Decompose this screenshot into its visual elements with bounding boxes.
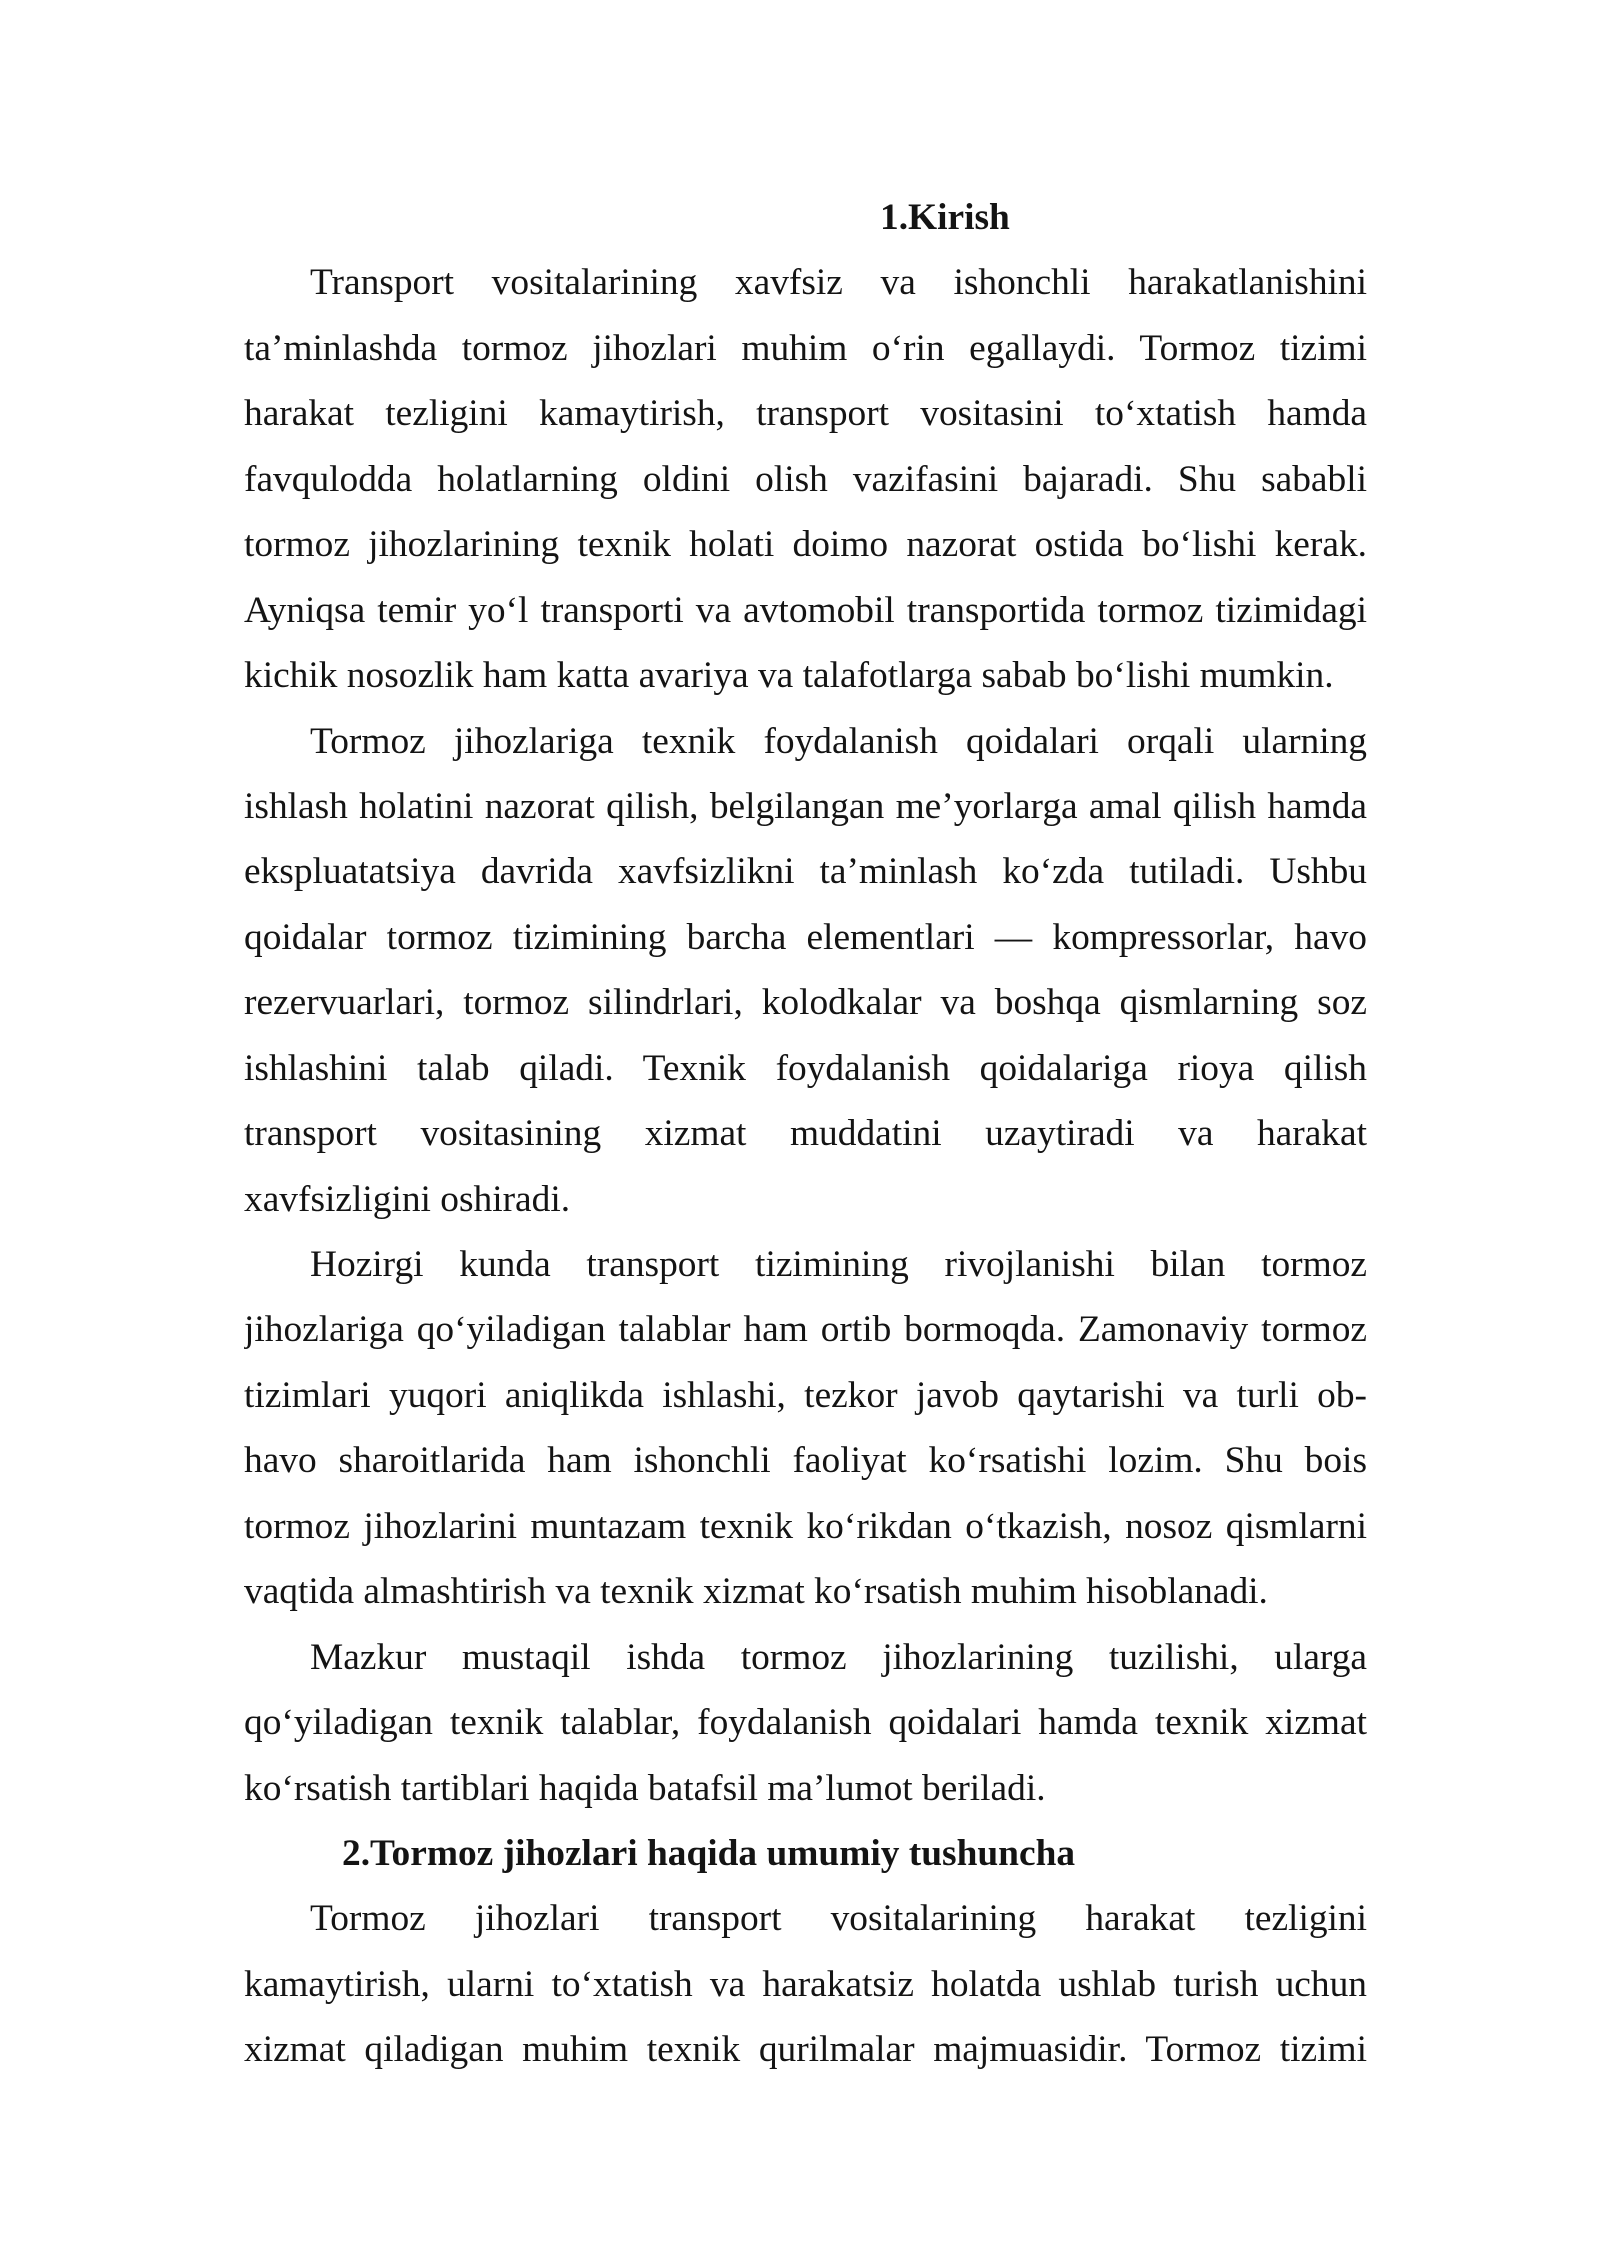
paragraph bbox=[244, 709, 1367, 1233]
paragraph-line: xizmat qiladigan muhim texnik qurilmalar majmuasidir. Tormoz tizimi bbox=[244, 2029, 1367, 2071]
paragraph bbox=[244, 1886, 1367, 2082]
paragraph-line: qoidalar tormoz tizimining barcha elementlari — kompressorlar, havo bbox=[244, 916, 1367, 958]
paragraph-line: ekspluatatsiya davrida xavfsizlikni ta’minlash ko‘zda tutiladi. Ushbu bbox=[244, 851, 1367, 893]
paragraph-line: favqulodda holatlarning oldini olish vazifasini bajaradi. Shu sababli bbox=[244, 458, 1367, 500]
paragraph-line: Ayniqsa temir yo‘l transporti va avtomobil transportida tormoz tizimidagi bbox=[244, 589, 1367, 631]
paragraph-line: rezervuarlari, tormoz silindrlari, kolodkalar va boshqa qismlarning soz bbox=[244, 982, 1367, 1024]
paragraph-line: ko‘rsatish tartiblari haqida batafsil ma’lumot beriladi. bbox=[244, 1767, 1046, 1809]
paragraph-line: tormoz jihozlarining texnik holati doimo nazorat ostida bo‘lishi kerak. bbox=[244, 524, 1367, 566]
paragraph-line: tizimlari yuqori aniqlikda ishlashi, tezkor javob qaytarishi va turli ob- bbox=[244, 1374, 1367, 1416]
paragraph-line: transport vositasining xizmat muddatini uzaytiradi va harakat bbox=[244, 1113, 1367, 1155]
paragraph bbox=[244, 1232, 1367, 1625]
paragraph-line: ta’minlashda tormoz jihozlari muhim o‘rin egallaydi. Tormoz tizimi bbox=[244, 327, 1367, 369]
paragraph-line: vaqtida almashtirish va texnik xizmat ko‘rsatish muhim hisoblanadi. bbox=[244, 1571, 1268, 1613]
paragraph-line: ishlash holatini nazorat qilish, belgilangan me’yorlarga amal qilish hamda bbox=[244, 785, 1367, 827]
paragraph-line: Tormoz jihozlariga texnik foydalanish qoidalari orqali ularning bbox=[310, 720, 1367, 762]
paragraph-line: harakat tezligini kamaytirish, transport vositasini to‘xtatish hamda bbox=[244, 393, 1367, 435]
paragraph-line: Mazkur mustaqil ishda tormoz jihozlarining tuzilishi, ularga bbox=[310, 1636, 1367, 1678]
paragraph bbox=[244, 1625, 1367, 1821]
paragraph-line: Hozirgi kunda transport tizimining rivojlanishi bilan tormoz bbox=[310, 1244, 1367, 1285]
paragraph bbox=[244, 250, 1367, 708]
section-title: 2.Tormoz jihozlari haqida umumiy tushuncha bbox=[342, 1832, 1076, 1874]
paragraph-line: kamaytirish, ularni to‘xtatish va harakatsiz holatda ushlab turish uchun bbox=[244, 1963, 1367, 2005]
document-page bbox=[244, 185, 1367, 2083]
paragraph-line: Transport vositalarining xavfsiz va ishonchli harakatlanishini bbox=[310, 262, 1367, 304]
paragraph-line: jihozlariga qo‘yiladigan talablar ham ortib bormoqda. Zamonaviy tormoz bbox=[244, 1309, 1367, 1351]
paragraph-line: tormoz jihozlarini muntazam texnik ko‘rikdan o‘tkazish, nosoz qismlarni bbox=[244, 1505, 1367, 1547]
paragraph-line: xavfsizligini oshiradi. bbox=[244, 1178, 571, 1220]
paragraph-line: ishlashini talab qiladi. Texnik foydalanish qoidalariga rioya qilish bbox=[244, 1047, 1367, 1089]
paragraph-line: qo‘yiladigan texnik talablar, foydalanish qoidalari hamda texnik xizmat bbox=[244, 1702, 1367, 1744]
paragraph-line: kichik nosozlik ham katta avariya va talafotlarga sabab bo‘lishi mumkin. bbox=[244, 655, 1334, 697]
paragraph-line: Tormoz jihozlari transport vositalarining harakat tezligini bbox=[310, 1898, 1367, 1940]
section-title: 1.Kirish bbox=[880, 197, 1010, 238]
paragraph-line: havo sharoitlarida ham ishonchli faoliyat ko‘rsatishi lozim. Shu bois bbox=[244, 1440, 1367, 1482]
